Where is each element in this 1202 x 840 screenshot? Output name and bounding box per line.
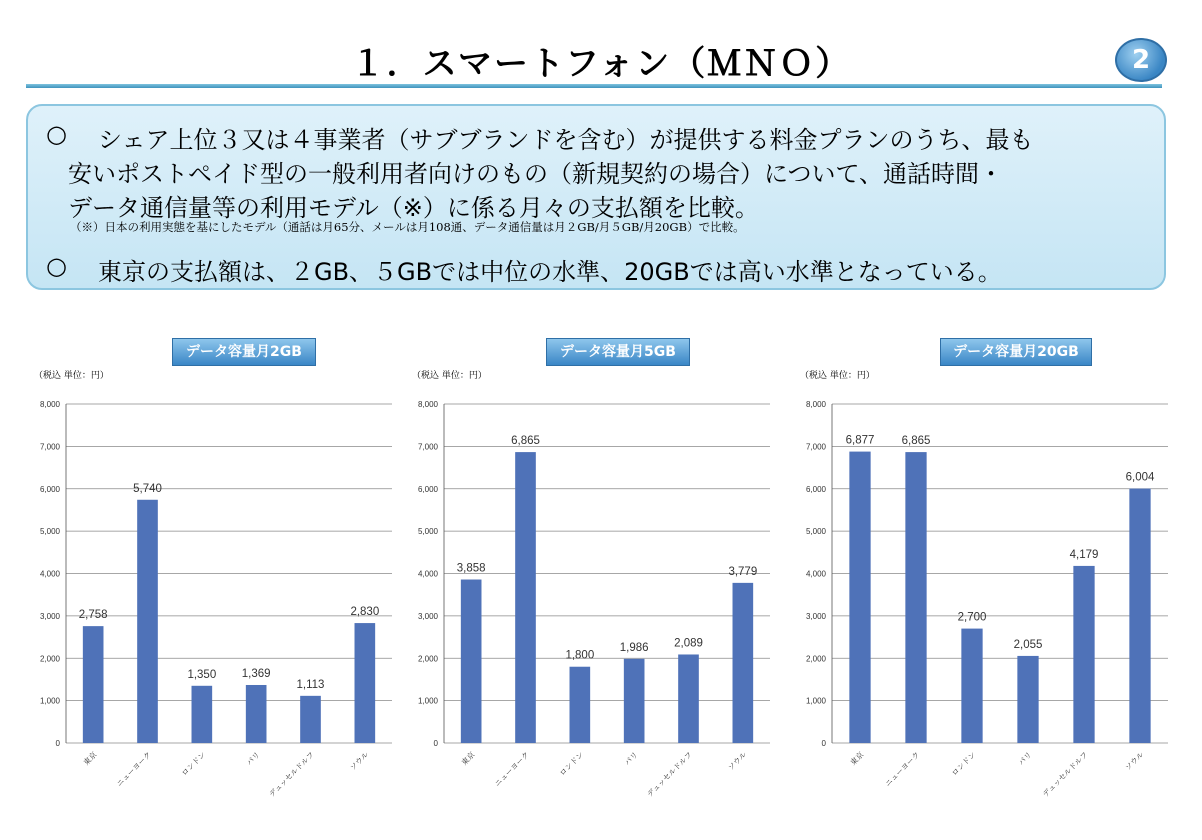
y-tick-label: 6,000 <box>805 484 826 494</box>
bar-1 <box>905 452 926 743</box>
y-tick-label: 2,000 <box>39 654 60 664</box>
y-tick-label: 8,000 <box>417 400 438 409</box>
bar-0 <box>83 626 104 743</box>
y-tick-label: 4,000 <box>805 569 826 579</box>
chart-title-5gb: データ容量月5GB <box>546 338 690 366</box>
x-tick-label: パリ <box>1016 750 1034 768</box>
summary-line-2: 安いポストペイド型の一般利用者向けのもの（新規契約の場合）について、通話時間・ <box>68 160 1004 188</box>
x-tick-label: ロンドン <box>557 750 586 778</box>
data-label: 3,858 <box>456 562 486 575</box>
chart-title-20gb: データ容量月20GB <box>940 338 1092 366</box>
data-label: 6,004 <box>1125 471 1155 484</box>
title-divider <box>26 84 1162 88</box>
y-tick-label: 8,000 <box>805 400 826 409</box>
x-tick-label: ロンドン <box>949 750 978 778</box>
data-label: 2,700 <box>957 611 987 624</box>
bar-1 <box>137 500 158 743</box>
y-tick-label: 7,000 <box>39 442 60 452</box>
bullet-2: ○ <box>46 252 67 280</box>
y-tick-label: 7,000 <box>805 442 826 452</box>
y-tick-label: 5,000 <box>805 527 826 537</box>
y-tick-label: 0 <box>433 739 438 748</box>
data-label: 1,369 <box>241 667 271 680</box>
x-tick-label: ソウル <box>348 750 371 773</box>
data-label: 1,113 <box>296 678 325 691</box>
x-tick-label: ニューヨーク <box>883 750 922 789</box>
unit-label-2gb: （税込 単位：円） <box>34 371 109 381</box>
data-label: 1,986 <box>619 641 649 654</box>
bar-chart-20gb <box>786 386 1176 806</box>
x-tick-label: デュッセルドルフ <box>267 750 316 799</box>
bar-0 <box>849 452 870 743</box>
x-tick-label: デュッセルドルフ <box>1040 750 1090 799</box>
bar-5 <box>355 623 376 743</box>
bar-5 <box>1129 489 1150 743</box>
y-tick-label: 3,000 <box>417 611 438 621</box>
y-tick-label: 1,000 <box>39 696 60 706</box>
data-label: 2,089 <box>674 637 703 650</box>
data-label: 3,779 <box>728 565 758 578</box>
x-tick-label: 東京 <box>848 750 866 768</box>
y-tick-label: 1,000 <box>805 696 826 706</box>
x-tick-label: ソウル <box>726 750 749 773</box>
page-number-badge: 2 <box>1115 38 1167 82</box>
y-tick-label: 2,000 <box>805 654 826 664</box>
y-tick-label: 4,000 <box>417 569 438 579</box>
bar-1 <box>515 452 536 743</box>
data-label: 2,830 <box>350 606 380 619</box>
y-tick-label: 7,000 <box>417 442 438 452</box>
data-label: 2,758 <box>78 609 108 622</box>
slide-title: １．スマートフォン（ＭＮＯ） <box>350 44 852 84</box>
data-label: 6,865 <box>511 435 540 448</box>
summary-box <box>26 104 1166 290</box>
y-tick-label: 4,000 <box>39 569 60 579</box>
unit-label-5gb: （税込 単位：円） <box>412 371 487 381</box>
x-tick-label: パリ <box>244 750 262 768</box>
summary-line-1: シェア上位３又は４事業者（サブブランドを含む）が提供する料金プランのうち、最も <box>98 126 1034 154</box>
bar-2 <box>961 629 982 743</box>
chart-title-2gb: データ容量月2GB <box>172 338 316 366</box>
bar-chart-2gb <box>20 386 400 806</box>
y-tick-label: 5,000 <box>417 527 438 537</box>
bar-3 <box>624 659 645 743</box>
x-tick-label: ソウル <box>1123 750 1146 773</box>
x-tick-label: ニューヨーク <box>114 750 153 789</box>
x-tick-label: ロンドン <box>179 750 208 778</box>
bar-5 <box>733 583 754 743</box>
x-tick-label: デュッセルドルフ <box>645 750 694 799</box>
bar-4 <box>1073 566 1094 743</box>
y-tick-label: 8,000 <box>39 400 60 409</box>
y-tick-label: 6,000 <box>39 484 60 494</box>
x-tick-label: 東京 <box>459 750 477 768</box>
bar-4 <box>300 696 321 743</box>
footnote: （※）日本の利用実態を基にしたモデル（通話は月65分、メールは月108通、データ通信量は月２GB/月５GB/月20GB）で比較。 <box>70 220 745 234</box>
unit-label-20gb: （税込 単位：円） <box>800 371 875 381</box>
data-label: 6,877 <box>845 434 875 447</box>
bar-3 <box>1017 656 1038 743</box>
x-tick-label: 東京 <box>81 750 99 768</box>
y-tick-label: 3,000 <box>39 611 60 621</box>
x-tick-label: パリ <box>622 750 640 768</box>
data-label: 4,179 <box>1069 548 1099 561</box>
y-tick-label: 5,000 <box>39 527 60 537</box>
y-tick-label: 1,000 <box>417 696 438 706</box>
bar-2 <box>192 686 213 743</box>
bar-0 <box>461 580 482 743</box>
bar-2 <box>570 667 591 743</box>
data-label: 1,800 <box>565 649 595 662</box>
summary-line-3: データ通信量等の利用モデル（※）に係る月々の支払額を比較。 <box>68 194 759 222</box>
y-tick-label: 6,000 <box>417 484 438 494</box>
y-tick-label: 0 <box>55 739 60 748</box>
data-label: 1,350 <box>187 668 217 681</box>
data-label: 6,865 <box>901 435 931 448</box>
y-tick-label: 2,000 <box>417 654 438 664</box>
bullet-1: ○ <box>46 120 67 148</box>
bar-4 <box>678 654 699 743</box>
data-label: 2,055 <box>1013 638 1043 651</box>
y-tick-label: 0 <box>821 739 826 748</box>
bar-chart-5gb <box>398 386 778 806</box>
data-label: 5,740 <box>133 482 162 495</box>
bar-3 <box>246 685 267 743</box>
x-tick-label: ニューヨーク <box>492 750 531 789</box>
conclusion-line: 東京の支払額は、２GB、５GBでは中位の水準、20GBでは高い水準となっている。 <box>98 258 1002 286</box>
y-tick-label: 3,000 <box>805 611 826 621</box>
